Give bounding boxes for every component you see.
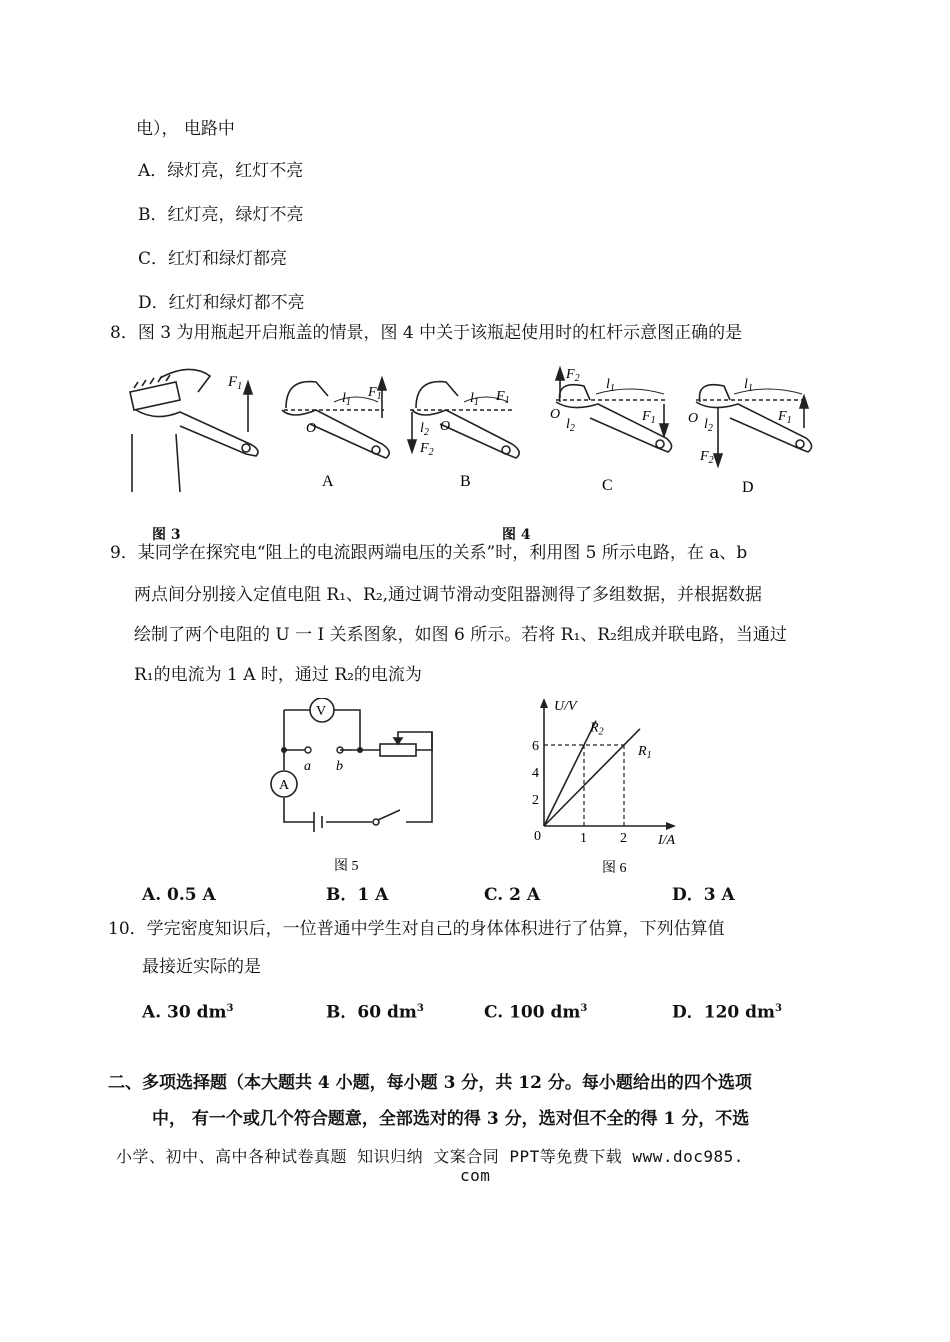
fig4-c-o: O xyxy=(550,407,561,422)
junction-left xyxy=(281,747,287,753)
fig4-d-letter: D xyxy=(742,479,754,496)
fig4-b-f2: $F_2$ xyxy=(420,441,434,458)
fig4-c-f1: $F_1$ xyxy=(642,409,656,426)
ammeter-label: A xyxy=(279,778,290,793)
q10-option-a: A. 30 $dm^3$ xyxy=(142,1002,234,1023)
footer-line2: com xyxy=(460,1166,491,1185)
section2-line1: 二、多项选择题（本大题共 4 小题，每小题 3 分，共 12 分。每小题给出的四个选项 xyxy=(108,1073,752,1093)
fig4-a-o: O xyxy=(306,421,317,436)
fig4-a-f1: $F_1$ xyxy=(368,385,382,402)
q7-tail: 电）， 电路中 xyxy=(136,119,235,139)
voltmeter-label: V xyxy=(316,704,327,719)
fig4-d-l1: $l_1$ xyxy=(744,377,753,394)
fig6-chart xyxy=(510,696,690,880)
footer-line1: 小学、初中、高中各种试卷真题 知识归纳 文案合同 PPT等免费下载 www.doc985. xyxy=(116,1147,744,1166)
fig4-b-f1: $F_1$ xyxy=(496,389,510,406)
q9-option-a: A. 0.5 A xyxy=(142,885,216,905)
fig4-c-letter: C xyxy=(602,477,613,494)
fig5-caption: 图 5 xyxy=(334,859,359,874)
q7-option-c: C．红灯和绿灯都亮 xyxy=(138,249,288,269)
fig6-caption: 图 6 xyxy=(602,861,627,876)
q9-line1: 9．某同学在探究电“阻上的电流跟两端电压的关系”时，利用图 5 所示电路，在 a、b xyxy=(110,543,748,563)
fig4-d-l2: $l_2$ xyxy=(704,417,713,434)
q7-option-a: A．绿灯亮，红灯不亮 xyxy=(138,161,304,181)
series-label-r1: $R_1$ xyxy=(638,744,652,761)
q9-option-c: C. 2 A xyxy=(484,885,541,905)
x-axis-arrow-icon xyxy=(666,822,676,830)
q8-stem xyxy=(110,322,742,344)
q9-line2: 两点间分别接入定值电阻 R₁、R₂,通过调节滑动变阻器测得了多组数据，并根据数据 xyxy=(134,585,763,605)
fig6-ylabel: U/V xyxy=(554,699,577,714)
fig4-b-l2: $l_2$ xyxy=(420,421,429,438)
q9-option-b: B．1 A xyxy=(326,885,389,905)
fig4-option-d-drawing xyxy=(696,385,812,466)
fig4-d-o: O xyxy=(688,411,699,426)
terminal-b-label: b xyxy=(336,759,343,774)
y-tick-label: 2 xyxy=(532,793,539,808)
q8-figures xyxy=(120,352,850,512)
q9-line3: 绘制了两个电阻的 U 一 I 关系图象，如图 6 所示。若将 R₁、R₂组成并联电路，当通过 xyxy=(134,625,787,645)
terminal-a xyxy=(305,747,311,753)
q10-line2: 最接近实际的是 xyxy=(142,957,261,977)
y-axis-arrow-icon xyxy=(540,698,548,708)
fig6-xlabel: I/A xyxy=(658,833,676,848)
fig4-a-l1: $l_1$ xyxy=(342,391,351,408)
fig4-c-f2: $F_2$ xyxy=(566,367,580,384)
fig3-f1-label: $F_1$ xyxy=(228,374,243,392)
fig3-caption: 图 3 xyxy=(152,527,181,543)
q7-option-b: B．红灯亮，绿灯不亮 xyxy=(138,205,304,225)
fig4-a-letter: A xyxy=(322,473,334,490)
x-tick-label: 2 xyxy=(620,831,627,846)
section2-line2: 中， 有一个或几个符合题意，全部选对的得 3 分，选对但不全的得 1 分，不选 xyxy=(152,1109,750,1129)
fig4-b-l1: $l_1$ xyxy=(470,391,479,408)
q8-number: 8． xyxy=(110,323,138,343)
series-line-r2 xyxy=(544,721,596,826)
fig4-c-l1: $l_1$ xyxy=(606,377,615,394)
fig4-d-f2: $F_2$ xyxy=(700,449,714,466)
fig5-circuit xyxy=(260,698,450,878)
y-tick-label: 6 xyxy=(532,739,539,754)
q10-line1: 10．学完密度知识后，一位普通中学生对自己的身体体积进行了估算，下列估算值 xyxy=(108,919,725,939)
fig6-origin: 0 xyxy=(534,829,541,844)
fig4-b-o: O xyxy=(440,419,451,434)
fig4-c-l2: $l_2$ xyxy=(566,417,575,434)
series-label-r2: $R_2$ xyxy=(590,720,604,738)
y-tick-label: 4 xyxy=(532,766,539,781)
x-tick-label: 1 xyxy=(580,831,587,846)
q9-line4: R₁的电流为 1 A 时，通过 R₂的电流为 xyxy=(134,665,422,685)
q7-option-d: D．红灯和绿灯都不亮 xyxy=(138,293,305,313)
series-line-r1 xyxy=(544,729,640,826)
junction-right xyxy=(357,747,363,753)
terminal-a-label: a xyxy=(304,759,311,774)
q10-option-b: B．60 $dm^3$ xyxy=(326,1002,424,1023)
q10-option-d: D．120 $dm^3$ xyxy=(672,1002,782,1023)
q8-stem-text: 图 3 为用瓶起开启瓶盖的情景，图 4 中关于该瓶起使用时的杠杆示意图正确的是 xyxy=(137,323,743,343)
fig4-d-f1: $F_1$ xyxy=(778,409,792,426)
fig4-b-letter: B xyxy=(460,473,471,490)
q9-option-d: D．3 A xyxy=(672,885,735,905)
q10-option-c: C. 100 $dm^3$ xyxy=(484,1002,588,1023)
fig4-caption: 图 4 xyxy=(502,527,531,543)
